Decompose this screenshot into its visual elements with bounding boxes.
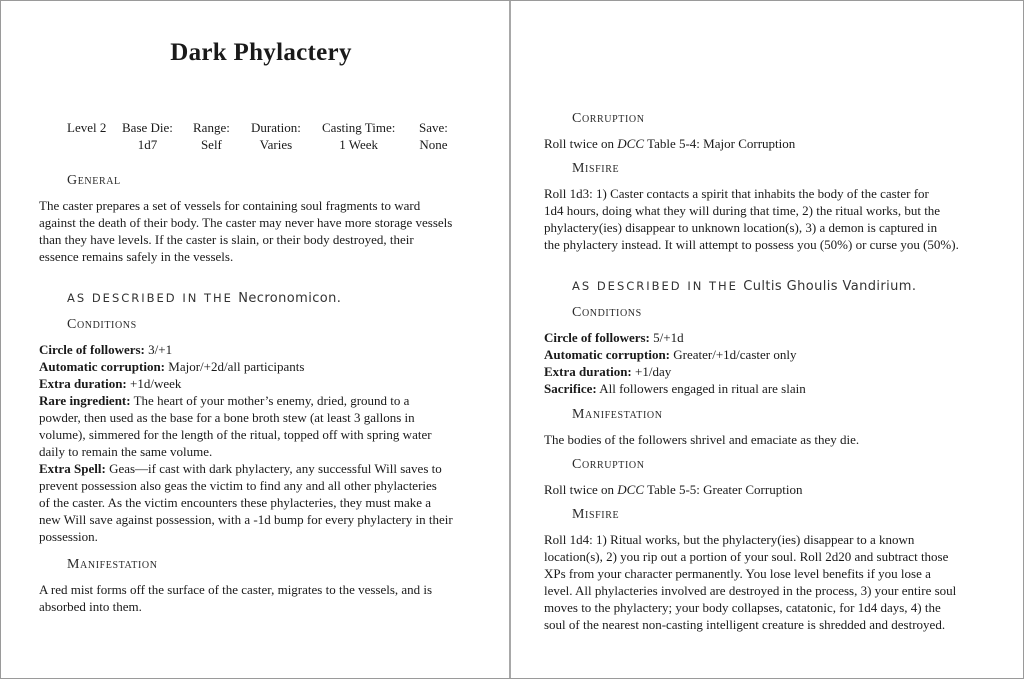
general-text: The caster prepares a set of vessels for containing soul fragments to ward against the death of their body. The caster may never have more storage vessels than they have levels. If the caster is slain, or their body destroyed, their essence remains safely in the vessels. <box>39 198 453 264</box>
corruption-heading: Corruption <box>572 111 645 126</box>
left-page <box>1 1 509 678</box>
condition-circle: Circle of followers: 3/+1 <box>39 342 173 357</box>
conditions-list: Circle of followers: 3/+1 Automatic corruption: Major/+2d/all participants Extra duration: +1d/week Rare ingredient: The heart of your mother’s enemy, dried, ground to a powder, then used as the base for a bone broth stew (at least 3 gallons in volume), simmered for the length of the ritual, topped off with spring water daily to remain the same volume. Extra Spell: Geas—if cast with dark phylactery, any successful Will saves to prevent possession also geas the victim to find any and all other phylacteries of the caster. As the victim encounters these phylacteries, they must make a new Will save against possession, with a -1d bump for every phylactery in their possession. <box>39 342 453 544</box>
spell-title: Dark Phylactery <box>170 39 352 66</box>
stat-casting-time: Casting Time: 1 Week <box>322 120 396 152</box>
stat-level: Level 2 <box>67 120 107 135</box>
misfire-text: Roll 1d3: 1) Caster contacts a spirit that inhabits the body of the caster for 1d4 hours, doing what they will during that time, 2) the ritual works, but the phylactery(ies) disappear to unknown location(s), 3) a demon is captured in the phylactery instead. It will attempt to possess you (50%) or curse you (50%). <box>544 186 959 252</box>
cultis-corruption-heading: Corruption <box>572 457 645 472</box>
cultis-condition-corruption: Automatic corruption: Greater/+1d/caster only <box>544 347 797 362</box>
cultis-condition-circle: Circle of followers: 5/+1d <box>544 330 684 345</box>
condition-corruption: Automatic corruption: Major/+2d/all participants <box>39 359 305 374</box>
cultis-condition-duration: Extra duration: +1/day <box>544 364 672 379</box>
condition-extra-spell: Extra Spell: Geas—if cast with dark phylactery, any successful Will saves to <box>39 461 442 476</box>
stat-base-die: Base Die: 1d7 <box>122 120 173 152</box>
stat-range: Range: Self <box>193 120 230 152</box>
cultis-misfire-heading: Misfire <box>572 507 620 522</box>
corruption-text: Roll twice on DCC Table 5-4: Major Corruption <box>544 136 796 151</box>
right-page <box>511 1 1023 678</box>
cultis-manifestation-heading: Manifestation <box>572 407 663 422</box>
conditions-heading: Conditions <box>67 317 137 332</box>
cultis-source-heading: AS DESCRIBED IN THE Cultis Ghoulis Vandirium. <box>572 279 917 294</box>
condition-duration: Extra duration: +1d/week <box>39 376 182 391</box>
manifestation-heading: Manifestation <box>67 557 158 572</box>
stat-save: Save: None <box>419 120 448 152</box>
stat-duration: Duration: Varies <box>251 120 301 152</box>
cultis-manifestation-text: The bodies of the followers shrivel and emaciate as they die. <box>544 432 860 447</box>
manifestation-text: A red mist forms off the surface of the caster, migrates to the vessels, and is absorbed into them. <box>39 582 433 614</box>
cultis-condition-sacrifice: Sacrifice: All followers engaged in ritual are slain <box>544 381 806 396</box>
cultis-misfire-text: Roll 1d4: 1) Ritual works, but the phylactery(ies) disappear to a known location(s), 2) you rip out a portion of your soul. Roll 2d20 and subtract those XPs from your character permanently. You lose level benefits if you lose a level. All phylacteries involved are destroyed in the process, 3) your entire soul moves to the phylactery; your body collapses, catatonic, for 1d4 days, 4) the soul of the nearest non-casting intelligent creature is shredded and destroyed. <box>544 532 957 632</box>
general-heading: General <box>67 173 121 188</box>
condition-rare-ingredient: Rare ingredient: The heart of your mother’s enemy, dried, ground to a <box>39 393 410 408</box>
necronomicon-source-heading: AS DESCRIBED IN THE Necronomicon. <box>67 291 342 306</box>
misfire-heading: Misfire <box>572 161 620 176</box>
cultis-conditions-heading: Conditions <box>572 305 642 320</box>
cultis-conditions-list <box>544 329 806 397</box>
cultis-corruption-text: Roll twice on DCC Table 5-5: Greater Corruption <box>544 482 803 497</box>
